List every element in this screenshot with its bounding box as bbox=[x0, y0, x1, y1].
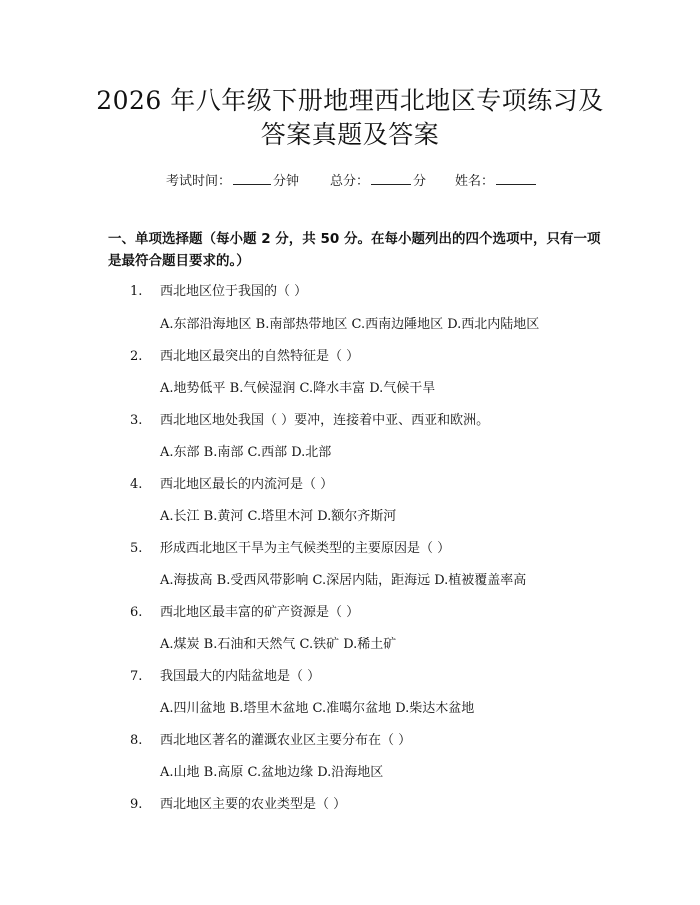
student-name-blank bbox=[496, 170, 536, 185]
question-number: 1. bbox=[130, 284, 143, 299]
question-number: 7. bbox=[130, 669, 143, 684]
section-heading-line1: 一、单项选择题（每小题 2 分，共 50 分。在每小题列出的四个选项中，只有一项 bbox=[108, 231, 601, 247]
exam-time-field bbox=[166, 170, 299, 191]
total-score-blank bbox=[371, 170, 411, 185]
section-heading bbox=[108, 228, 608, 272]
exam-time-label: 考试时间： bbox=[166, 174, 232, 189]
question-text: 西北地区最突出的自然特征是（ ） bbox=[160, 349, 360, 364]
question-number: 6. bbox=[130, 605, 143, 620]
question-text: 西北地区主要的农业类型是（ ） bbox=[160, 797, 347, 812]
question-number: 4. bbox=[130, 477, 143, 492]
question-text: 我国最大的内陆盆地是（ ） bbox=[160, 669, 321, 684]
question-text: 西北地区地处我国（ ）要冲，连接着中亚、西亚和欧洲。 bbox=[160, 413, 490, 428]
exam-time-unit: 分钟 bbox=[273, 174, 300, 189]
question-options: A.四川盆地 B.塔里木盆地 C.准噶尔盆地 D.柴达木盆地 bbox=[160, 701, 475, 716]
total-score-label: 总分： bbox=[330, 174, 370, 189]
student-name-field bbox=[455, 170, 538, 191]
question-text: 西北地区著名的灌溉农业区主要分布在（ ） bbox=[160, 733, 412, 748]
question-text: 西北地区最丰富的矿产资源是（ ） bbox=[160, 605, 360, 620]
exam-time-blank bbox=[233, 170, 271, 185]
question-number: 9. bbox=[130, 797, 143, 812]
question-options: A.地势低平 B.气候湿润 C.降水丰富 D.气候干旱 bbox=[160, 381, 436, 396]
total-score-field bbox=[330, 170, 426, 191]
question-options: A.东部沿海地区 B.南部热带地区 C.西南边陲地区 D.西北内陆地区 bbox=[160, 317, 540, 332]
student-name-label: 姓名： bbox=[455, 174, 495, 189]
question-text: 西北地区最长的内流河是（ ） bbox=[160, 477, 334, 492]
question-options: A.东部 B.南部 C.西部 D.北部 bbox=[160, 445, 332, 460]
question-options: A.长江 B.黄河 C.塔里木河 D.额尔齐斯河 bbox=[160, 509, 397, 524]
question-text: 西北地区位于我国的（ ） bbox=[160, 284, 308, 299]
question-text: 形成西北地区干旱为主气候类型的主要原因是（ ） bbox=[160, 541, 451, 556]
question-options: A.煤炭 B.石油和天然气 C.铁矿 D.稀土矿 bbox=[160, 637, 397, 652]
question-number: 2. bbox=[130, 349, 143, 364]
question-number: 5. bbox=[130, 541, 143, 556]
question-number: 3. bbox=[130, 413, 143, 428]
question-number: 8. bbox=[130, 733, 143, 748]
question-options: A.山地 B.高原 C.盆地边缘 D.沿海地区 bbox=[160, 765, 384, 780]
document-title-line2: 答案真题及答案 bbox=[260, 120, 440, 149]
total-score-unit: 分 bbox=[413, 174, 427, 189]
question-options: A.海拔高 B.受西风带影响 C.深居内陆，距海远 D.植被覆盖率高 bbox=[160, 573, 527, 588]
section-heading-line2: 是最符合题目要求的。） bbox=[108, 253, 250, 269]
document-title-line1: 2026 年八年级下册地理西北地区专项练习及 bbox=[96, 86, 604, 115]
